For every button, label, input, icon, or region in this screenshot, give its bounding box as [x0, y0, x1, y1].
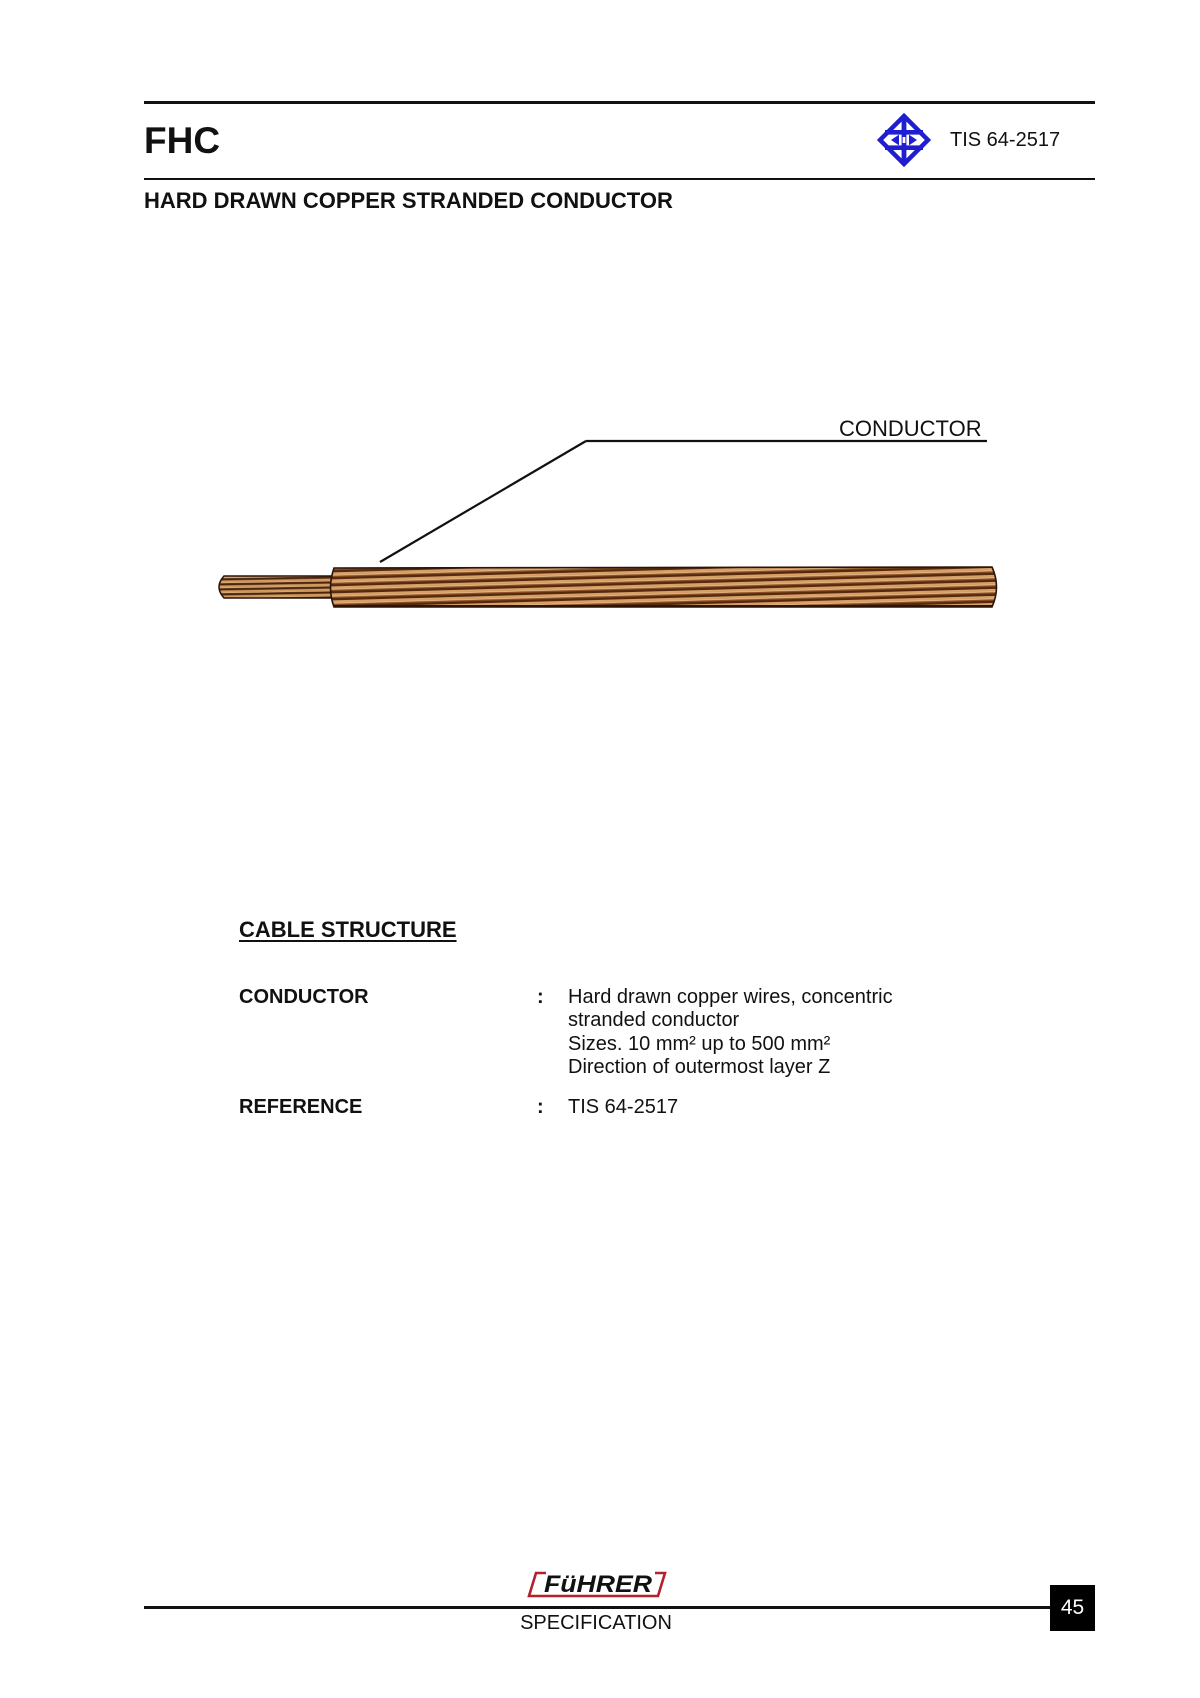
- product-subtitle: HARD DRAWN COPPER STRANDED CONDUCTOR: [144, 188, 673, 213]
- cable-inner-core: [219, 576, 342, 598]
- conductor-callout-label: CONDUCTOR: [839, 416, 982, 441]
- footer-specification-label: SPECIFICATION: [520, 1612, 672, 1634]
- fuhrer-brand-logo: [526, 1570, 670, 1600]
- description-line: Sizes. 10 mm² up to 500 mm²: [568, 1032, 831, 1055]
- product-code-title: FHC: [144, 120, 221, 161]
- description-line: stranded conductor: [568, 1009, 740, 1032]
- conductor-row-separator: :: [537, 986, 544, 1008]
- cable-structure-heading: CABLE STRUCTURE: [239, 917, 457, 942]
- description-line: Direction of outermost layer Z: [568, 1055, 831, 1078]
- conductor-row-description: [568, 986, 893, 1079]
- description-line: Hard drawn copper wires, concentric: [568, 986, 893, 1008]
- cable-outer-conductor-layer: [331, 567, 997, 607]
- reference-row-separator: :: [537, 1096, 544, 1118]
- conductor-row-label: CONDUCTOR: [239, 986, 369, 1008]
- header-top-rule: [144, 101, 1095, 104]
- standard-reference: TIS 64-2517: [950, 129, 1061, 151]
- brand-wordmark: FüHRER: [544, 1571, 653, 1598]
- header-bottom-rule: [144, 178, 1095, 180]
- reference-row-description: [568, 1096, 678, 1119]
- tis-standard-mark-icon: [877, 113, 931, 167]
- callout-leader-line: [380, 441, 586, 562]
- cable-illustration: [200, 400, 1010, 630]
- footer-rule: [144, 1606, 1050, 1609]
- page-number-badge: 45: [1050, 1585, 1095, 1631]
- description-line: TIS 64-2517: [568, 1096, 679, 1118]
- reference-row-label: REFERENCE: [239, 1096, 363, 1118]
